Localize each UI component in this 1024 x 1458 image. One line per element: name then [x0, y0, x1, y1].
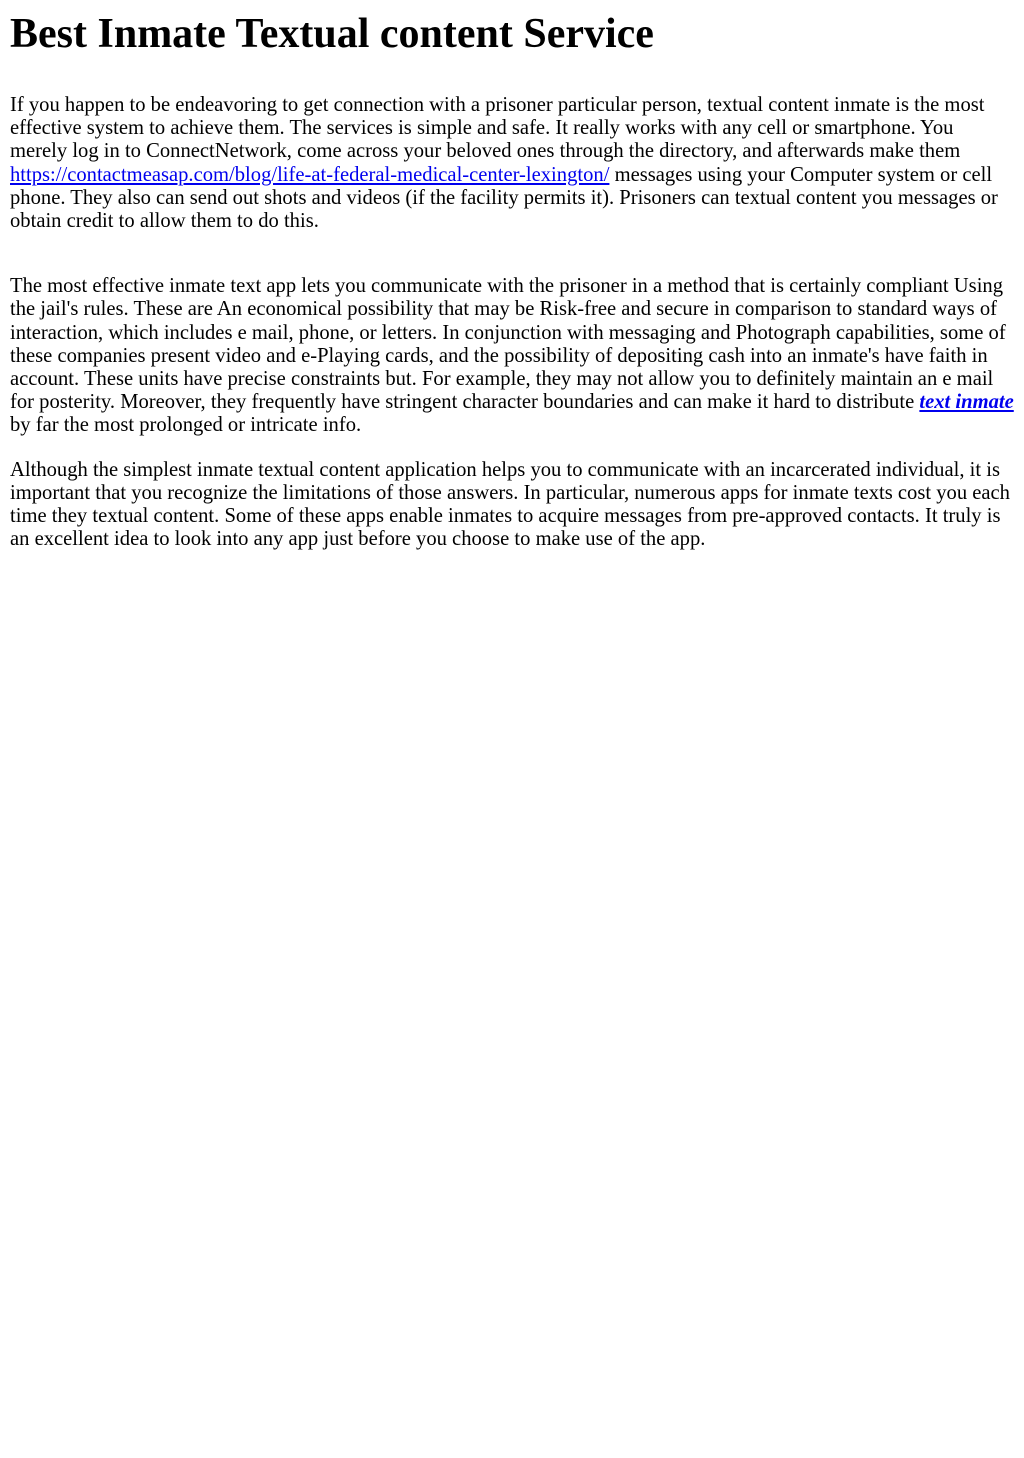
federal-medical-center-link[interactable]: https://contactmeasap.com/blog/life-at-federal-medical-center-lexington/ — [10, 163, 610, 186]
paragraph-3: Although the simplest inmate textual content application helps you to communicate with an incarcerated individual, it is important that you recognize the limitations of those answers. In particular, numerous apps for inmate texts cost you each time they textual content. Some of these apps enable inmates to acquire messages from pre-approved contacts. It truly is an excellent idea to look into any app just before you choose to make use of the app. — [10, 458, 1010, 551]
page-title: Best Inmate Textual content Service — [10, 11, 654, 57]
paragraph-1 — [10, 94, 1014, 233]
paragraph-1-text-after: messages using your Computer system or cell phone. They also can send out shots and videos (if the facility permits it). Prisoners can textual content you messages or obtain credit to allow them to do this. — [10, 163, 998, 233]
paragraph-2 — [10, 275, 1014, 437]
article — [0, 10, 1024, 551]
text-inmate-link[interactable]: text inmate — [919, 391, 1014, 414]
paragraph-1-text-before: If you happen to be endeavoring to get connection with a prisoner particular person, textual content inmate is the most effective system to achieve them. The services is simple and safe. It really works with any cell or smartphone. You merely log in to ConnectNetwork, come across your beloved ones through the directory, and afterwards make them — [10, 94, 985, 163]
paragraph-2-text-after: by far the most prolonged or intricate info. — [10, 414, 362, 437]
paragraph-2-text-before: The most effective inmate text app lets you communicate with the prisoner in a method that is certainly compliant Using the jail's rules. These are An economical possibility that may be Risk-free and secure in comparison to standard ways of interaction, which includes e mail, phone, or letters. In conjunction with messaging and Photograph capabilities, some of these companies present video and e-Playing cards, and the possibility of depositing cash into an inmate's have faith in account. These units have precise constraints but. For example, they may not allow you to definitely maintain an e mail for posterity. Moreover, they frequently have stringent character boundaries and can make it hard to distribute — [10, 275, 1006, 414]
paragraph-spacer — [10, 233, 1014, 254]
